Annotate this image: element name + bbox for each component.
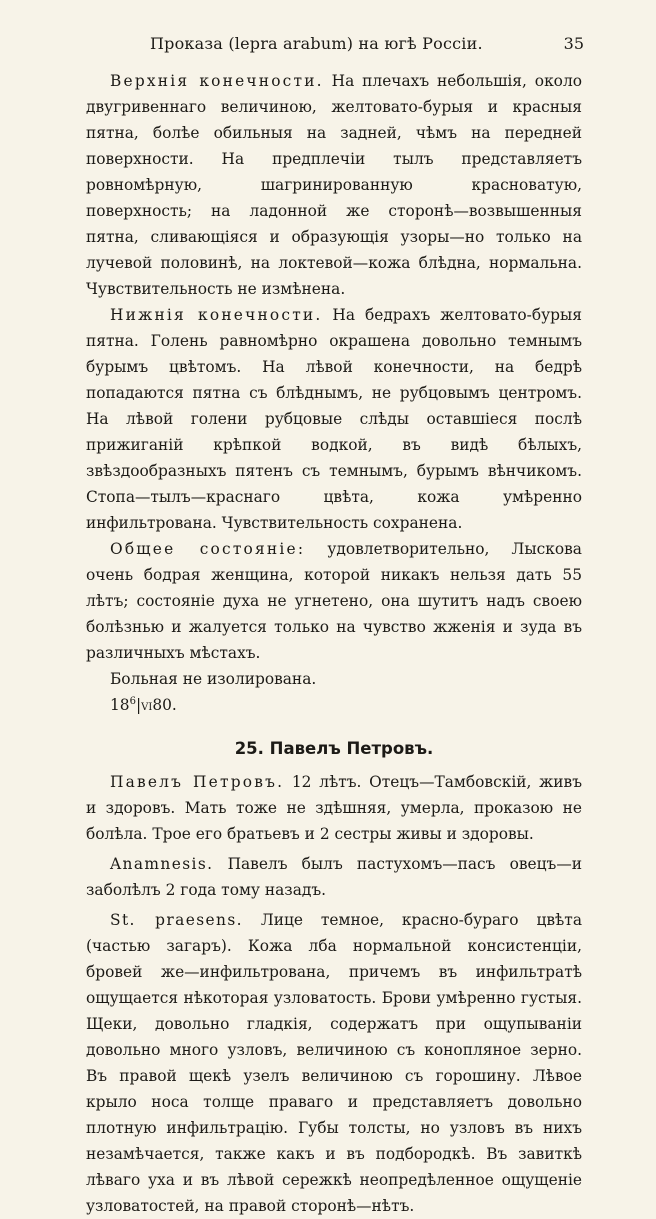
upper-limbs-paragraph [86, 68, 582, 302]
status-praesens-paragraph [86, 907, 582, 1219]
lower-limbs-term: Нижнія конечности. [110, 306, 323, 324]
running-title: Проказа (lepra arabum) на югѣ Россіи. [150, 34, 483, 53]
general-state-text: удовлетворительно, Лыскова очень бодрая женщина, которой никакъ нельзя дать 55 лѣтъ; состояніе духа не угнетено, она шутитъ надъ своею болѣзнью и жалуется только на чувство жженія и зуда въ различныхъ мѣстахъ. [86, 540, 582, 662]
anamnesis-text: Павелъ былъ пастухомъ—пасъ овецъ—и заболѣлъ 2 года тому назадъ. [86, 855, 582, 899]
general-state-term: Общее состояніе: [110, 540, 306, 558]
date-line: $18^6|VI80$. [110, 696, 177, 714]
lower-limbs-paragraph [86, 302, 582, 536]
patient-intro-text: 12 лѣтъ. Отецъ—Тамбовскій, живъ и здоровъ. Мать тоже не здѣшняя, умерла, проказою не болѣла. Трое его братьевъ и 2 сестры живы и здоровы. [86, 773, 582, 843]
anamnesis-term: Anamnesis. [110, 855, 214, 873]
upper-limbs-text: На плечахъ небольшія, около двугривеннаго величиною, желтовато-бурыя и красныя пятна, болѣе обильныя на задней, чѣмъ на передней поверхности. На предплечіи тылъ представляетъ ровномѣрную, шагринированную красноватую, поверхность; на ладонной же сторонѣ—возвышенныя пятна, сливающіяся и образующія узоры—но только на лучевой половинѣ, на локтевой—кожа блѣдна, нормальна. Чувствительность не измѣнена. [86, 72, 582, 298]
upper-limbs-term: Верхнія конечности. [110, 72, 324, 90]
general-state-paragraph [86, 536, 582, 666]
case-heading: 25. Павелъ Петровъ. [234, 739, 434, 758]
lower-limbs-text: На бедрахъ желтовато-бурыя пятна. Голень равномѣрно окрашена довольно темнымъ бурымъ цвѣтомъ. На лѣвой конечности, на бедрѣ попадаются пятна съ блѣднымъ, не рубцовымъ центромъ. На лѣвой голени рубцовые слѣды оставшіеся послѣ прижиганій крѣпкой водкой, въ видѣ бѣлыхъ, звѣздообразныхъ пятенъ съ темнымъ, бурымъ вѣнчикомъ. Стопа—тылъ—краснаго цвѣта, кожа умѣренно инфильтрована. Чувствительность сохранена. [86, 306, 582, 532]
status-praesens-text: Лице темное, красно-бураго цвѣта (частью загаръ). Кожа лба нормальной консистенціи, бровей же—инфильтрована, причемъ въ инфильтратѣ ощущается нѣкоторая узловатость. Брови умѣренно густыя. Щеки, довольно гладкія, содержатъ при ощупываніи довольно много узловъ, величиною съ конопляное зерно. Въ правой щекѣ узелъ величиною съ горошину. Лѣвое крыло носа толще праваго и представляетъ довольно плотную инфильтрацію. Губы толсты, но узловъ въ нихъ незамѣчается, также какъ и въ подбородкѣ. Въ завиткѣ лѣваго уха и въ лѣвой сережкѣ неопредѣленное ощущеніе узловатостей, на правой сторонѣ—нѣтъ. [86, 911, 582, 1215]
date-year: 80. [152, 696, 177, 714]
date-day: 18 [110, 696, 130, 714]
date-month: VI [141, 702, 153, 713]
date-sup: 6 [129, 696, 136, 707]
patient-intro-term: Павелъ Петровъ. [110, 773, 285, 791]
running-header [84, 26, 584, 56]
page-body [86, 68, 582, 1219]
status-praesens-term: St. praesens. [110, 911, 243, 929]
anamnesis-paragraph [86, 851, 582, 903]
page-number: 35 [563, 34, 584, 53]
not-isolated-line: Больная не изолирована. [110, 670, 317, 688]
patient-intro-paragraph [86, 769, 582, 847]
